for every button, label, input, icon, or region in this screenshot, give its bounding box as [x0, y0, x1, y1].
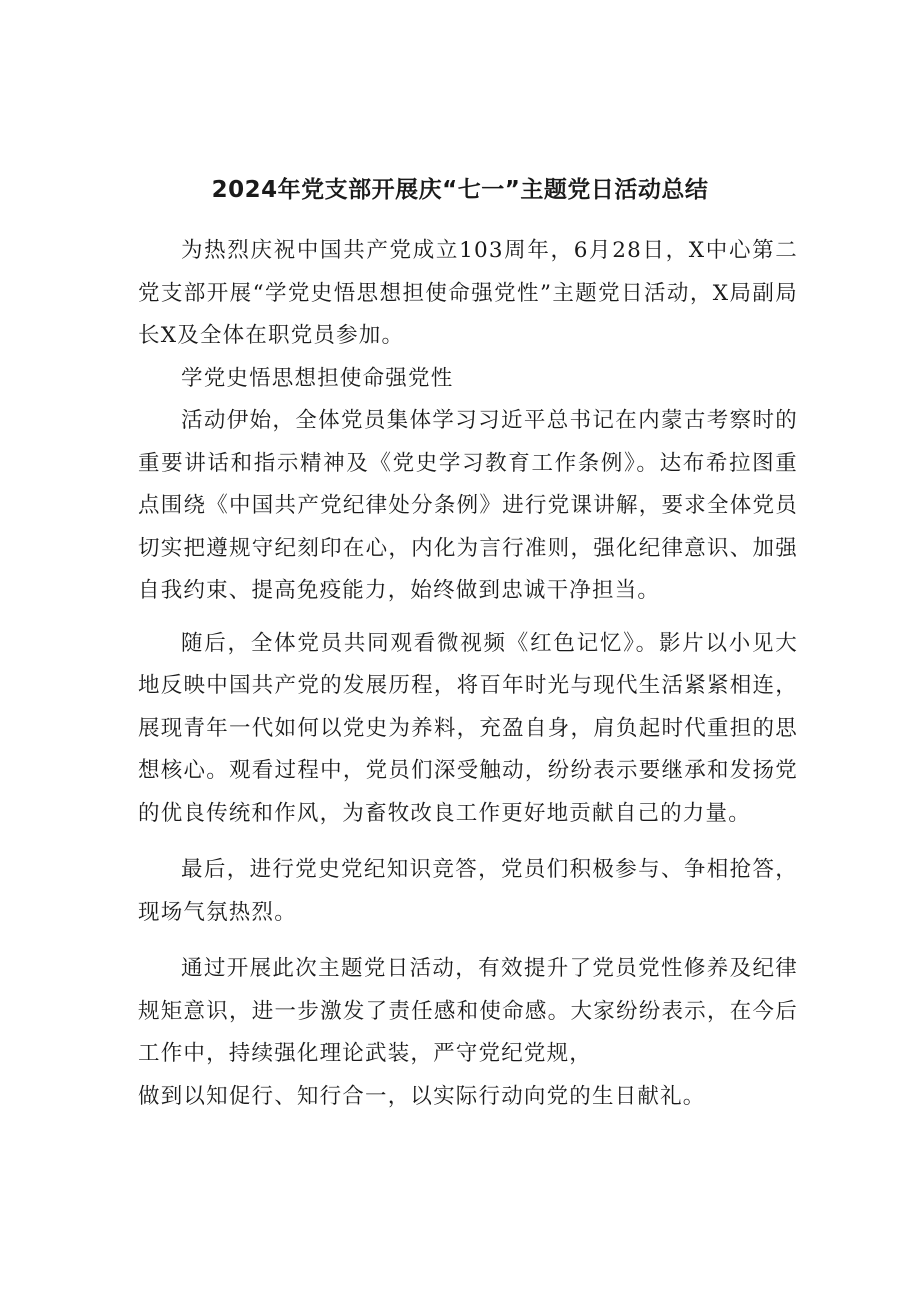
paragraph-intro: 为热烈庆祝中国共产党成立103周年，6月28日，X中心第二党支部开展“学党史悟思想担使命强党性”主题党日活动，X局副局长X及全体在职党员参加。 — [138, 238, 798, 348]
paragraph-study: 活动伊始，全体党员集体学习习近平总书记在内蒙古考察时的重要讲话和指示精神及《党史学习教育工作条例》。达布希拉图重点围绕《中国共产党纪律处分条例》进行党课讲解，要求全体党员切实把遵规守纪刻印在心，内化为言行准则，强化纪律意识、加强自我约束、提高免疫能力，始终做到忠诚干净担当。 — [138, 408, 798, 603]
paragraph-video: 随后，全体党员共同观看微视频《红色记忆》。影片以小见大地反映中国共产党的发展历程，将百年时光与现代生活紧紧相连，展现青年一代如何以党史为养料，充盈自身，肩负起时代重担的思想核心。观看过程中，党员们深受触动，纷纷表示要继承和发扬党的优良传统和作风，为畜牧改良工作更好地贡献自己的力量。 — [138, 630, 798, 826]
document-title: 2024年党支部开展庆“七一”主题党日活动总结 — [211, 177, 709, 203]
section-heading: 学党史悟思想担使命强党性 — [181, 365, 454, 391]
paragraph-conclusion: 通过开展此次主题党日活动，有效提升了党员党性修养及纪律规矩意识，进一步激发了责任感和使命感。大家纷纷表示，在今后工作中，持续强化理论武装，严守党纪党规， — [138, 956, 798, 1066]
paragraph-quiz: 最后，进行党史党纪知识竞答，党员们积极参与、争相抢答，现场气氛热烈。 — [138, 857, 798, 925]
document-body — [138, 230, 798, 1118]
paragraph-conclusion-tail: 做到以知促行、知行合一，以实际行动向党的生日献礼。 — [138, 1083, 706, 1109]
